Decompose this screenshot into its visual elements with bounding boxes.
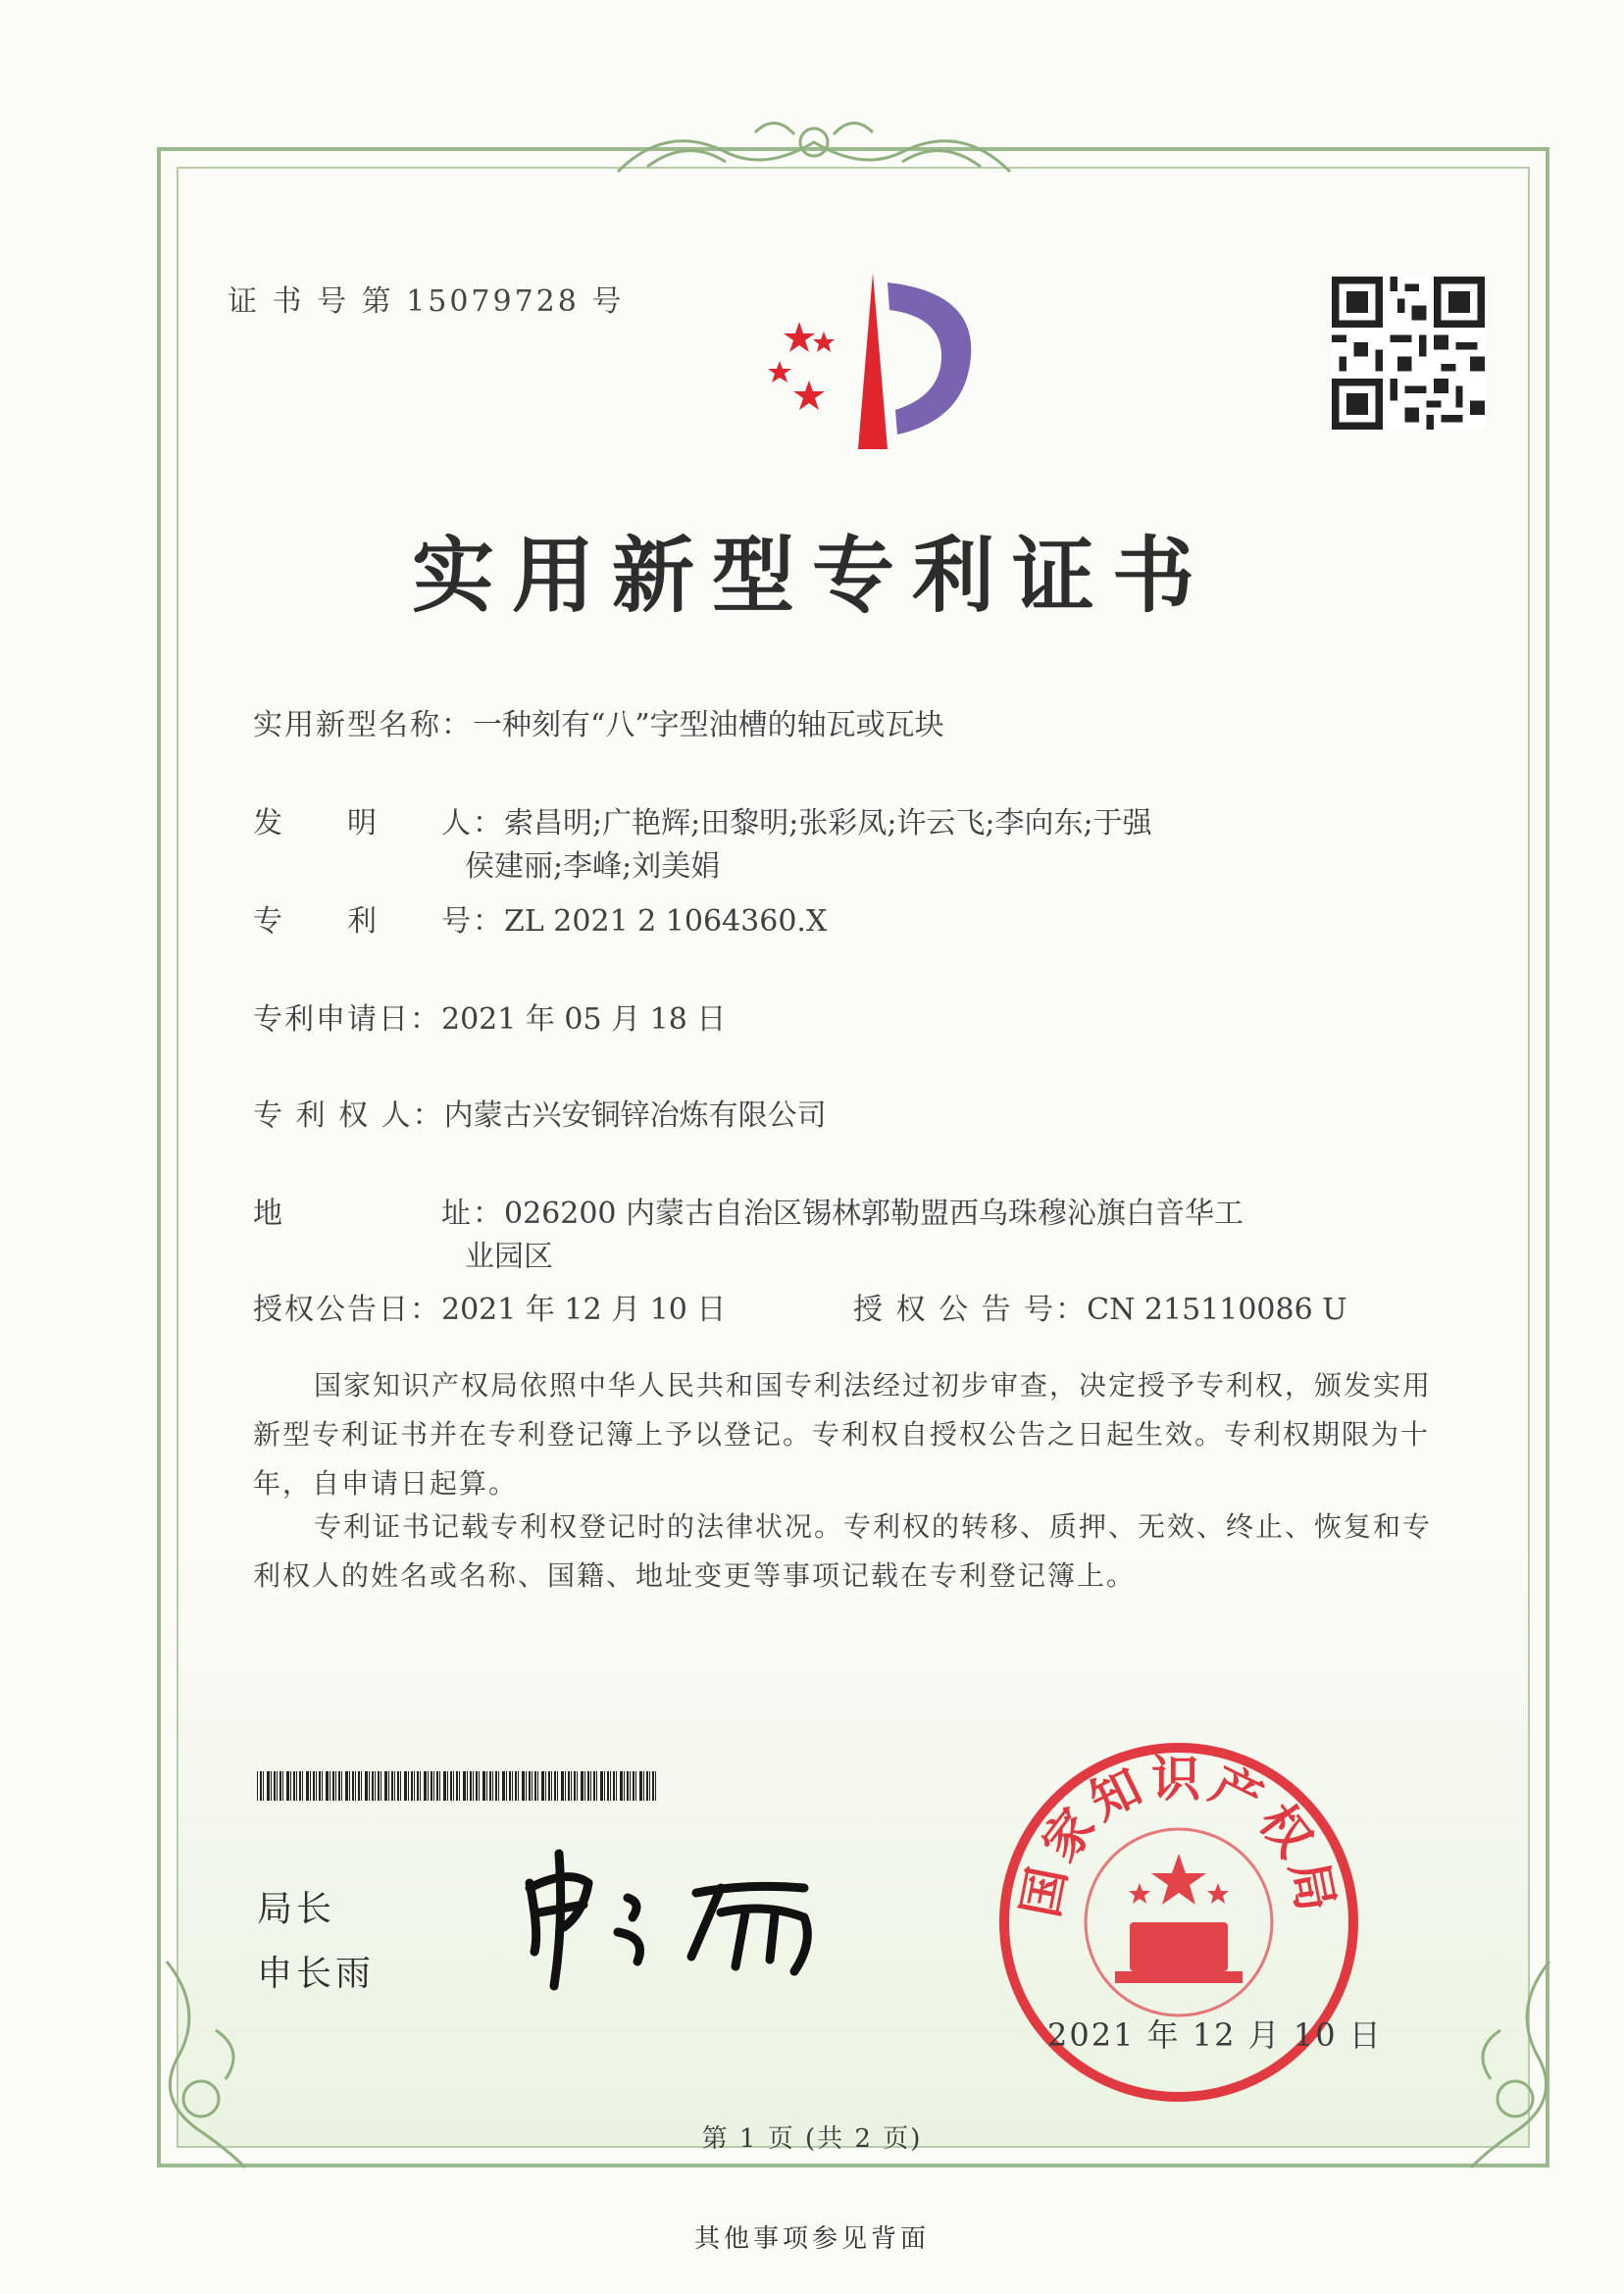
legal-paragraph-2: 专利证书记载专利权登记时的法律状况。专利权的转移、质押、无效、终止、恢复和专利权人的姓名或名称、国籍、地址变更等事项记载在专利登记簿上。: [253, 1510, 1433, 1592]
field-value: 索昌明;广艳辉;田黎明;张彩凤;许云飞;李向东;于强: [504, 806, 1152, 841]
field-utility-model-name: [253, 704, 944, 747]
certificate-title: 实用新型专利证书: [411, 527, 1212, 624]
page-number: 第 1 页 (共 2 页): [701, 2124, 923, 2154]
field-value: ZL 2021 2 1064360.X: [504, 904, 828, 939]
footer-note: 其他事项参见背面: [693, 2224, 930, 2254]
barcode-icon: [257, 1771, 659, 1801]
field-patent-number: [253, 900, 827, 943]
field-label: 实用新型名称：: [253, 708, 473, 742]
svg-text:国家知识产权局: [1011, 1750, 1346, 1921]
field-label: 专利申请日：: [253, 1002, 441, 1037]
qr-code-icon: [1332, 277, 1485, 430]
field-value: 026200 内蒙古自治区锡林郭勒盟西乌珠穆沁旗白音华工: [504, 1197, 1244, 1231]
field-label: 专 利 号：: [253, 904, 504, 939]
field-value: 内蒙古兴安铜锌冶炼有限公司: [443, 1098, 827, 1133]
certificate-number: 证 书 号 第 15079728 号: [228, 284, 625, 319]
field-value: CN 215110086 U: [1087, 1293, 1347, 1327]
legal-paragraph-1: 国家知识产权局依照中华人民共和国专利法经过初步审查，决定授予专利权，颁发实用新型专利证书并在专利登记簿上予以登记。专利权自授权公告之日起生效。专利权期限为十年，自申请日起算。: [253, 1369, 1433, 1500]
field-patentee: [253, 1095, 827, 1138]
director-name: 申长雨: [257, 1954, 376, 1994]
director-title: 局长: [257, 1889, 336, 1929]
field-inventors: [253, 802, 1152, 845]
field-grant-announcement-number: [853, 1289, 1347, 1332]
field-filing-date: [253, 998, 726, 1042]
field-label: 发 明 人：: [253, 806, 504, 841]
field-label: 授 权 公 告 号：: [853, 1293, 1088, 1327]
seal-date: 2021 年 12 月 10 日: [1047, 2016, 1383, 2054]
field-grant-announcement-date: [253, 1289, 726, 1332]
field-inventors-continued: 侯建丽;李峰;刘美娟: [465, 849, 721, 884]
cnipa-logo-icon: [740, 263, 986, 459]
top-ornament-icon: [608, 113, 1020, 191]
field-address: [253, 1193, 1243, 1236]
seal-text: 国家知识产权局: [1010, 1749, 1347, 1922]
field-value: 2021 年 12 月 10 日: [441, 1293, 727, 1327]
field-label: 专 利 权 人：: [253, 1098, 444, 1133]
field-label: 授权公告日：: [253, 1293, 441, 1327]
field-value: 2021 年 05 月 18 日: [441, 1002, 727, 1037]
field-label: 地 址：: [253, 1197, 504, 1231]
field-value: 一种刻有“八”字型油槽的轴瓦或瓦块: [473, 708, 944, 742]
director-signature-icon: [510, 1844, 863, 1991]
field-address-continued: 业园区: [465, 1240, 553, 1274]
